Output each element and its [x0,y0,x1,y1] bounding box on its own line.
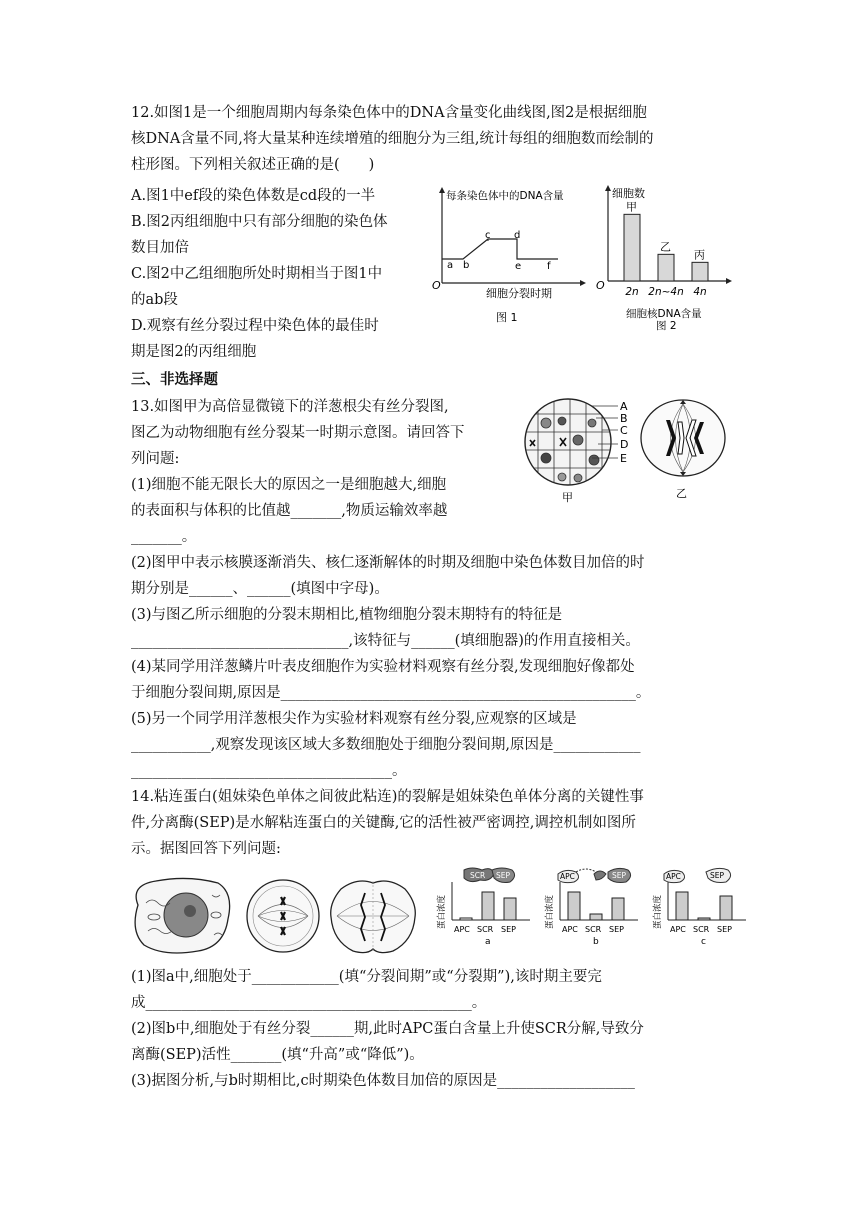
q12-stem-line-1: 12.如图1是一个细胞周期内每条染色体中的DNA含量变化曲线图,图2是根据细胞 [131,105,647,121]
q13-line-11: (4)某同学用洋葱鳞片叶表皮细胞作为实验材料观察有丝分裂,发现细胞好像都处 [131,659,635,675]
chart-b-label: b [593,937,599,947]
q14-line-2: 件,分离酶(SEP)是水解粘连蛋白的关键酶,它的活性被严密调控,调控机制如图所 [131,815,636,831]
label-a: A [620,400,628,413]
q13-line-9: (3)与图乙所示细胞的分裂末期相比,植物细胞分裂末期特有的特征是 [131,607,563,623]
q14-chart-c [646,866,754,956]
fig2-y-axis-label: 细胞数 [612,187,645,200]
q13-line-3: 列问题: [131,451,180,467]
q14-line-8: (3)据图分析,与b时期相比,c时期染色体数目加倍的原因是___________________ [131,1073,635,1089]
chart-c-apc-blob: APC [666,872,681,881]
q14-cell-anaphase [327,875,419,957]
chart-a-scr-blob: SCR [470,871,486,880]
q13-line-7: (2)图甲中表示核膜逐渐消失、核仁逐渐解体的时期及细胞中染色体数目加倍的时 [131,555,645,571]
q13-line-13: (5)另一个同学用洋葱根尖作为实验材料观察有丝分裂,应观察的区域是 [131,711,577,727]
q12-option-c-line-1: C.图2中乙组细胞所处时期相当于图1中 [131,266,383,282]
q13-line-15: ____________________________________。 [131,763,407,779]
chart-c-x-apc: APC [670,925,686,934]
q12-option-b-line-1: B.图2丙组细胞中只有部分细胞的染色体 [131,214,388,230]
figure-yi-caption: 乙 [676,487,687,500]
chart-a-x-sep: SEP [501,925,516,934]
chart-c-x-scr: SCR [693,925,710,934]
q13-figure-onion-root-tip [522,392,637,507]
fig1-point-f: f [547,261,551,272]
q12-stem-line-3: 柱形图。下列相关叙述正确的是( ) [131,157,375,173]
q13-line-5: 的表面积与体积的比值越_______,物质运输效率越 [131,503,448,519]
chart-b-x-sep: SEP [609,925,624,934]
fig1-origin: O [432,279,441,292]
fig2-origin: O [596,279,605,292]
chart-a-x-apc: APC [454,925,470,934]
chart-b-y-label: 蛋白浓度 [545,894,555,930]
q13-line-4: (1)细胞不能无限长大的原因之一是细胞越大,细胞 [131,477,447,493]
fig2-x-axis-label: 细胞核DNA含量 [626,308,702,320]
chart-a-x-scr: SCR [477,925,494,934]
chart-b-apc-blob: APC [560,872,575,881]
section-heading: 三、非选择题 [131,372,218,388]
label-c: C [620,424,628,437]
label-b: B [620,412,628,425]
q14-line-6: (2)图b中,细胞处于有丝分裂______期,此时APC蛋白含量上升使SCR分解,导致分 [131,1021,644,1037]
chart-b-sep-blob: SEP [612,871,627,880]
q13-line-6: _______。 [131,529,197,545]
chart-a-y-label: 蛋白浓度 [437,894,447,930]
q14-line-1: 14.粘连蛋白(姐妹染色单体之间彼此粘连)的裂解是姐妹染色单体分离的关键性事 [131,789,644,805]
chart-c-y-label: 蛋白浓度 [653,894,663,930]
fig1-point-c: c [485,230,491,241]
q13-line-1: 13.如图甲为高倍显微镜下的洋葱根尖有丝分裂图, [131,399,449,415]
q14-line-7: 离酶(SEP)活性_______(填“升高”或“降低”)。 [131,1047,424,1063]
chart-b-x-apc: APC [562,925,578,934]
chart-c-sep-blob: SEP [710,871,725,880]
q13-line-12: 于细胞分裂间期,原因是_________________________________________________。 [131,685,651,701]
q12-option-b-line-2: 数目加倍 [131,240,189,256]
q12-figure-2-bar-chart [594,183,734,331]
q13-line-8: 期分别是______、______(填图中字母)。 [131,581,389,597]
fig2-bar-3 [692,262,708,281]
fig1-x-axis-label: 细胞分裂时期 [486,287,552,300]
q14-chart-a [430,866,538,956]
fig2-tick-1: 2n [625,286,639,298]
q12-figure-1 [430,183,590,328]
fig1-point-d: d [514,230,521,241]
fig2-bar-1 [624,214,640,281]
q12-stem-line-2: 核DNA含量不同,将大量某种连续增殖的细胞分为三组,统计每组的细胞数而绘制的 [131,131,654,147]
fig2-bar-label-3: 丙 [694,248,705,262]
chart-a-label: a [485,937,491,947]
q14-line-3: 示。据图回答下列问题: [131,841,281,857]
q12-option-d-line-2: 期是图2的丙组细胞 [131,344,257,360]
chart-a-sep-blob: SEP [496,871,511,880]
fig2-bar-2 [658,254,674,281]
fig1-point-b: b [463,260,470,271]
fig2-tick-2: 2n~4n [648,286,684,298]
fig1-caption: 图 1 [496,311,518,324]
q12-option-c-line-2: 的ab段 [131,292,178,308]
fig2-bar-label-2: 乙 [660,240,671,254]
chart-b-x-scr: SCR [585,925,602,934]
q13-line-10: ______________________________,该特征与______(填细胞器)的作用直接相关。 [131,633,640,649]
chart-c-label: c [701,937,706,947]
q13-line-14: ___________,观察发现该区域大多数细胞处于细胞分裂间期,原因是____________ [131,737,641,753]
fig2-tick-3: 4n [693,286,707,298]
q14-cell-interphase [128,875,236,957]
chart-c-x-sep: SEP [717,925,732,934]
q14-cell-metaphase [244,875,322,957]
fig1-point-a: a [447,260,454,271]
label-e: E [620,452,627,465]
q12-option-d-line-1: D.观察有丝分裂过程中染色体的最佳时 [131,318,379,334]
q14-line-4: (1)图a中,细胞处于____________(填“分裂间期”或“分裂期”),该时期主要完 [131,969,602,985]
q13-line-2: 图乙为动物细胞有丝分裂某一时期示意图。请回答下 [131,425,465,441]
fig2-bar-label-1: 甲 [626,200,637,214]
q14-chart-b [538,866,646,956]
q13-figure-animal-cell [638,398,733,503]
label-d: D [620,438,629,451]
q14-line-5: 成_____________________________________________。 [131,995,487,1011]
fig1-point-e: e [515,261,522,272]
fig2-caption: 图 2 [656,320,677,331]
fig1-y-axis-label: 每条染色体中的DNA含量 [446,190,564,202]
figure-jia-caption: 甲 [562,491,573,504]
q12-option-a: A.图1中ef段的染色体数是cd段的一半 [131,188,376,204]
